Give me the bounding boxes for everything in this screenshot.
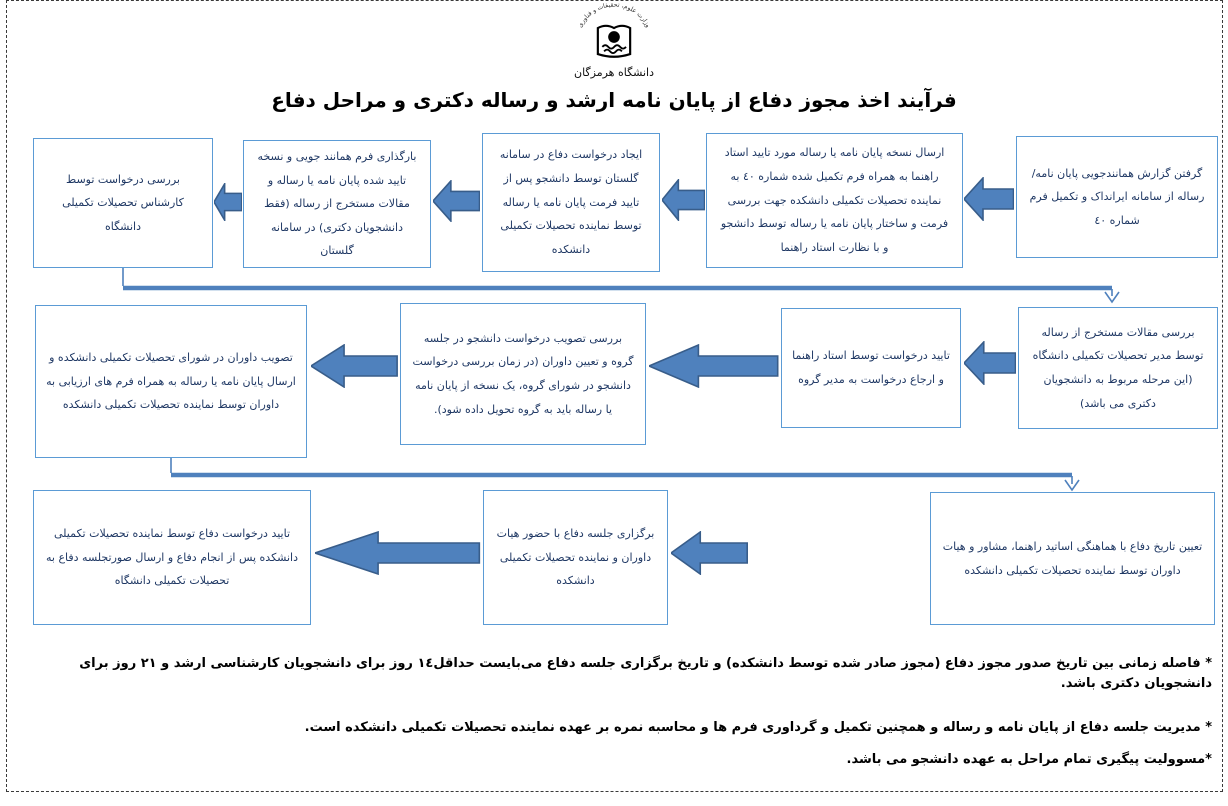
university-logo: [534, 2, 694, 79]
arrowhead-down-icon: [1105, 292, 1119, 302]
left-arrow-icon: [315, 531, 481, 575]
flow-step-text: ایجاد درخواست دفاع در سامانه گلستان توسط دانشجو پس از تایید فرمت پایان نامه یا رساله توسط نماینده تحصیلات تکمیلی دانشکده: [499, 148, 643, 256]
footnote-3: *مسوولیت پیگیری تمام مراحل به عهده دانشجو می باشد.: [846, 752, 1212, 767]
footnote-1: * فاصله زمانی بین تاریخ صدور مجوز دفاع (مجوز صادر شده توسط دانشکده) و تاریخ برگزاری جلسه دفاع می‌بایست حداقل١٤ روز برای دانشجویان کارشناسی ارشد و ٢١ روز برای دانشجویان دکتری باشد.: [79, 656, 1212, 691]
university-name: دانشگاه هرمزگان: [573, 66, 654, 79]
left-arrow-icon: [671, 531, 748, 575]
flow-step-1-4: [243, 140, 431, 268]
flow-step-text: بررسی تصویب درخواست دانشجو در جلسه گروه و تعیین داوران (در زمان بررسی درخواست دانشجو در شورای گروه، یک نسخه از پایان نامه یا رساله باید به گروه تحویل داده شود).: [412, 331, 634, 416]
left-arrow-icon: [662, 179, 705, 221]
connector-row1-to-row2: [123, 268, 1119, 302]
page-title: فرآیند اخذ مجوز دفاع از پایان نامه ارشد و رساله دکتری و مراحل دفاع: [271, 88, 957, 112]
flow-step-2-2: [781, 308, 961, 428]
flow-step-3-3: [33, 490, 311, 625]
flow-step-text: بررسی درخواست توسط کارشناس تحصیلات تکمیلی دانشگاه: [62, 172, 184, 233]
flow-step-text: تایید درخواست دفاع توسط نماینده تحصیلات تکمیلی دانشکده پس از انجام دفاع و ارسال صورتجلسه دفاع به تحصیلات تکمیلی دانشگاه: [46, 527, 298, 588]
flow-step-1-5: [33, 138, 213, 268]
flow-step-1-1: [1016, 136, 1218, 258]
flow-step-3-1: [930, 492, 1215, 625]
left-arrow-icon: [311, 344, 398, 388]
left-arrow-icon: [214, 183, 242, 221]
left-arrow-icon: [649, 344, 779, 388]
flow-step-2-3: [400, 303, 646, 445]
left-arrow-icon: [964, 177, 1014, 221]
arrowhead-down-icon: [1065, 480, 1079, 490]
flow-step-text: بارگذاری فرم همانند جویی و نسخه تایید شده پایان نامه یا رساله و مقالات مستخرج از رساله (فقط دانشجویان دکتری) در سامانه گلستان: [257, 149, 417, 258]
flow-step-1-3: [482, 133, 660, 272]
left-arrow-icon: [433, 180, 480, 222]
flow-step-text: تایید درخواست توسط استاد راهنما و ارجاع درخواست به مدیر گروه: [792, 349, 950, 386]
ministry-arc-text: وزارت علوم، تحقیقات و فناوری: [576, 2, 652, 29]
flow-step-text: بررسی مقالات مستخرج از رساله توسط مدیر تحصیلات تکمیلی دانشگاه (این مرحله مربوط به دانشجویان دکتری می باشد): [1032, 325, 1204, 410]
svg-text:وزارت علوم، تحقیقات و فناوری: [577, 2, 652, 29]
flow-step-text: برگزاری جلسه دفاع با حضور هیات داوران و نماینده تحصیلات تکمیلی دانشکده: [496, 527, 655, 588]
left-arrow-icon: [964, 341, 1016, 385]
flow-step-3-2: [483, 490, 668, 625]
flow-step-text: ارسال نسخه پایان نامه یا رساله مورد تایید استاد راهنما به همراه فرم تکمیل شده شماره ٤٠ به نماینده تحصیلات تکمیلی دانشکده جهت بررسی فرمت و ساختار پایان نامه یا رساله توسط دانشجو و با نظارت استاد راهنما: [720, 146, 949, 254]
flow-step-text: تصویب داوران در شورای تحصیلات تکمیلی دانشکده و ارسال پایان نامه یا رساله به همراه فرم های ارزیابی به داوران توسط نماینده تحصیلات تکمیلی دانشکده: [46, 351, 296, 412]
flow-step-1-2: [706, 133, 963, 268]
footnotes: [20, 654, 1212, 770]
sun-icon: [608, 31, 620, 43]
flow-step-text: تعیین تاریخ دفاع با هماهنگی اساتید راهنما، مشاور و هیات داوران توسط نماینده تحصیلات تکمیلی دانشکده: [942, 539, 1203, 577]
flow-step-2-1: [1018, 307, 1218, 429]
footnote-2: * مدیریت جلسه دفاع از پایان نامه و رساله و همچنین تکمیل و گرداوری فرم ها و محاسبه نمره بر عهده نماینده تحصیلات تکمیلی دانشکده است.: [304, 720, 1212, 735]
flow-step-2-4: [35, 305, 307, 458]
connector-row2-to-row3: [171, 458, 1079, 490]
ministry-emblem-icon: [554, 2, 674, 72]
flow-step-text: گرفتن گزارش همانندجویی پایان نامه/ رساله از سامانه ایرانداک و تکمیل فرم شماره ٤٠: [1029, 166, 1205, 227]
